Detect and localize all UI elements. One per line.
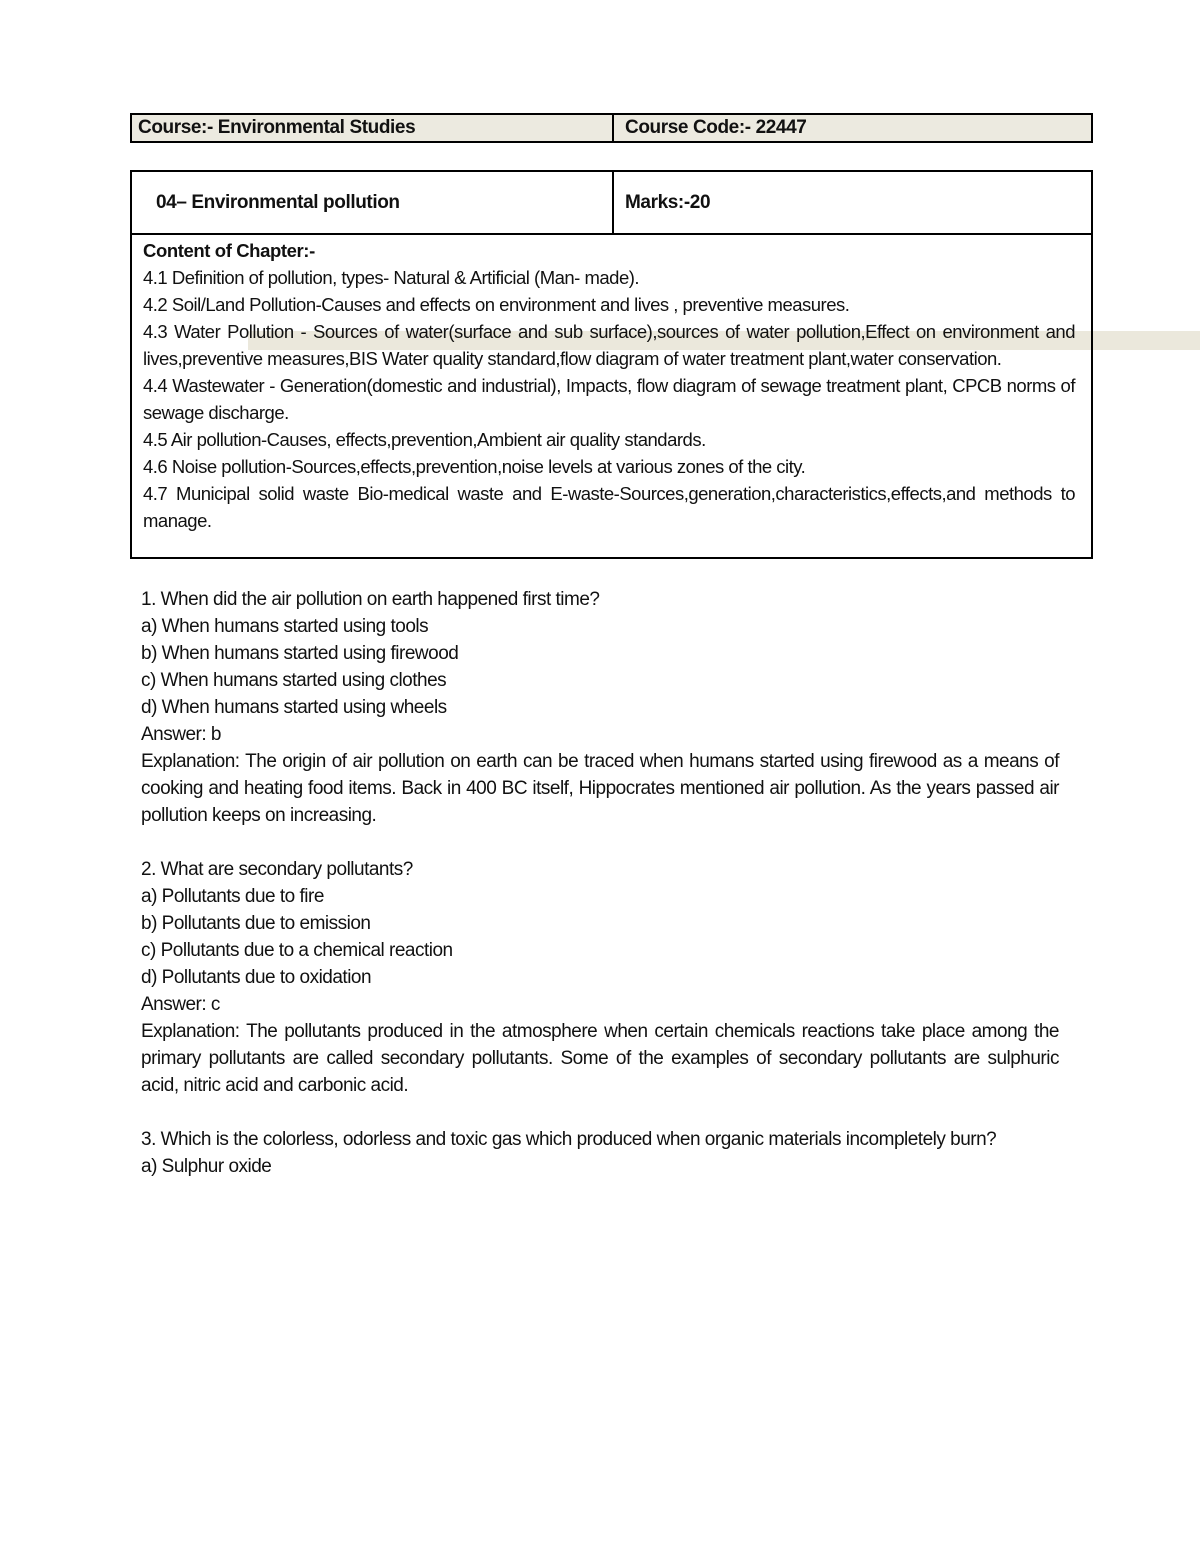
question-block <box>141 1126 1059 1180</box>
chapter-table <box>130 170 1093 559</box>
question-text: 2. What are secondary pollutants? <box>141 859 413 880</box>
answer: Answer: b <box>141 724 221 745</box>
option-a: a) When humans started using tools <box>141 616 429 637</box>
content-heading: Content of Chapter:- <box>143 240 315 261</box>
chapter-title: 04– Environmental pollution <box>132 172 614 233</box>
option-d: d) Pollutants due to oxidation <box>141 967 372 988</box>
question-text: 3. Which is the colorless, odorless and toxic gas which produced when organic materials incompletely burn? <box>141 1129 997 1150</box>
chapter-content <box>132 235 1091 534</box>
chapter-title-row <box>132 172 1091 235</box>
option-c: c) When humans started using clothes <box>141 670 447 691</box>
content-item: 4.3 Water Pollution - Sources of water(surface and sub surface),sources of water pollution,Effect on environment and lives,preventive measures,BIS Water quality standard,flow diagram of water treatment plant,water conservation. <box>143 321 1075 369</box>
course-code-cell: Course Code:- 22447 <box>625 117 807 138</box>
option-c: c) Pollutants due to a chemical reaction <box>141 940 453 961</box>
content-item: 4.2 Soil/Land Pollution-Causes and effects on environment and lives , preventive measures. <box>143 294 850 315</box>
content-item: 4.7 Municipal solid waste Bio-medical waste and E-waste-Sources,generation,characteristics,effects,and methods to manage. <box>143 483 1075 531</box>
option-d: d) When humans started using wheels <box>141 697 447 718</box>
chapter-marks: Marks:-20 <box>625 191 711 213</box>
option-a: a) Pollutants due to fire <box>141 886 324 907</box>
question-block <box>141 586 1059 829</box>
question-block <box>141 856 1059 1099</box>
content-item: 4.4 Wastewater - Generation(domestic and industrial), Impacts, flow diagram of sewage treatment plant, CPCB norms of sewage discharge. <box>143 375 1075 423</box>
option-a: a) Sulphur oxide <box>141 1156 272 1177</box>
question-text: 1. When did the air pollution on earth happened first time? <box>141 589 600 610</box>
option-b: b) When humans started using firewood <box>141 643 459 664</box>
answer: Answer: c <box>141 994 220 1015</box>
questions-section <box>141 586 1059 1207</box>
explanation: Explanation: The pollutants produced in the atmosphere when certain chemicals reactions take place among the primary pollutants are called secondary pollutants. Some of the examples of secondary pollutants are sulphuric acid, nitric acid and carbonic acid. <box>141 1021 1059 1096</box>
explanation: Explanation: The origin of air pollution on earth can be traced when humans started using firewood as a means of cooking and heating food items. Back in 400 BC itself, Hippocrates mentioned air pollution. As the years passed air pollution keeps on increasing. <box>141 751 1059 826</box>
content-item: 4.6 Noise pollution-Sources,effects,prevention,noise levels at various zones of the city. <box>143 456 806 477</box>
content-item: 4.1 Definition of pollution, types- Natural & Artificial (Man- made). <box>143 267 640 288</box>
content-item: 4.5 Air pollution-Causes, effects,prevention,Ambient air quality standards. <box>143 429 706 450</box>
course-name-cell: Course:- Environmental Studies <box>132 115 614 141</box>
option-b: b) Pollutants due to emission <box>141 913 371 934</box>
course-header-table <box>130 113 1093 143</box>
